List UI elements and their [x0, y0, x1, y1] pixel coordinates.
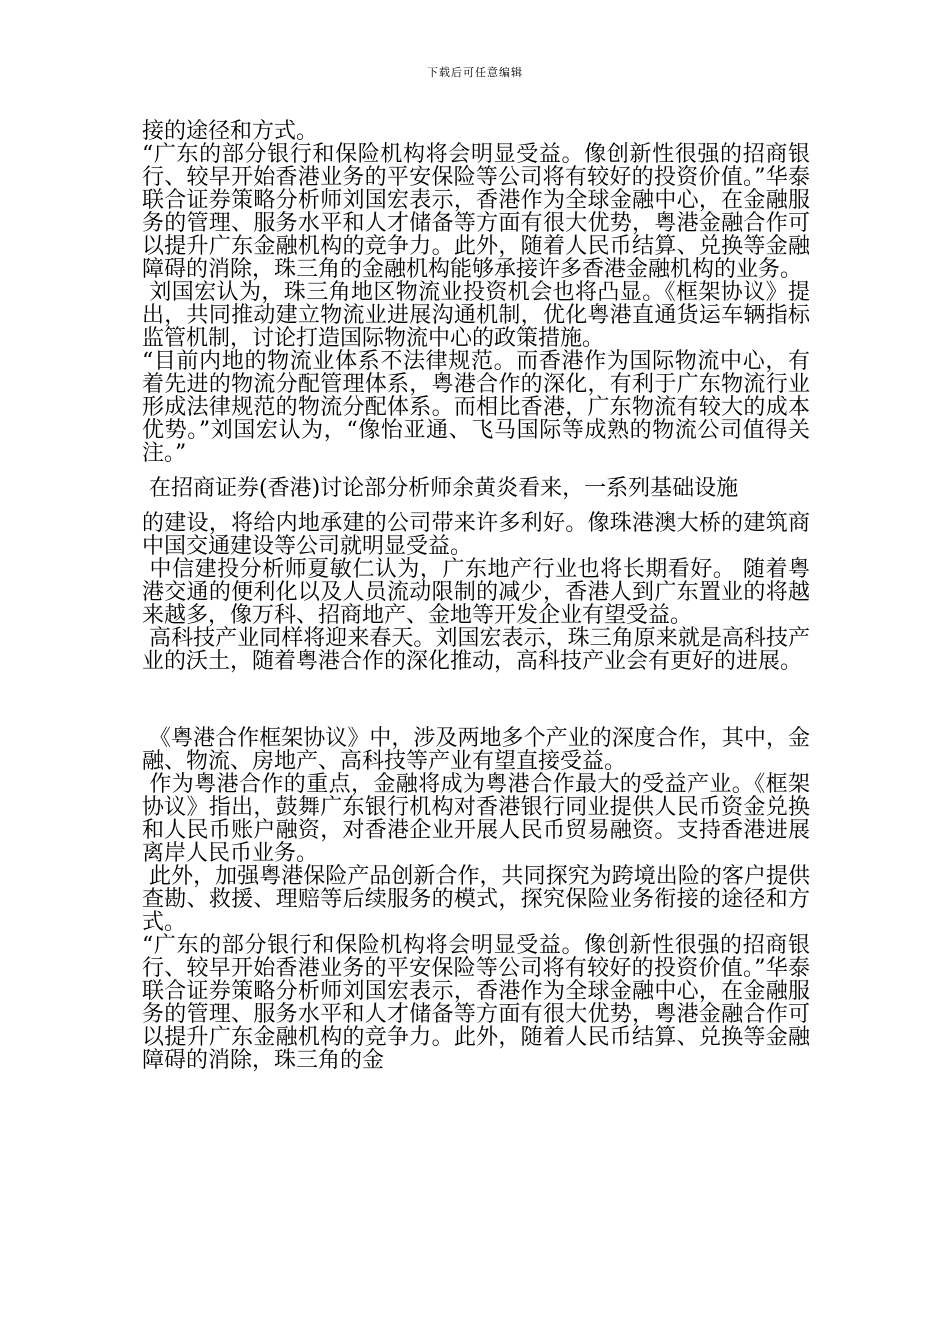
paragraph: “目前内地的物流业体系不法律规范。而香港作为国际物流中心，有着先进的物流分配管理体系，粤港合作的深化，有利于广东物流行业形成法律规范的物流分配体系。而相比香港，广东物流有较大的成本优势。”刘国宏认为，“像怡亚通、飞马国际等成熟的物流公司值得关注。” — [142, 349, 810, 466]
paragraph: 《粤港合作框架协议》中，涉及两地多个产业的深度合作，其中，金融、物流、房地产、高科技等产业有望直接受益。 — [142, 726, 810, 774]
document-body — [142, 120, 810, 1072]
paragraph: 此外，加强粤港保险产品创新合作，共同探究为跨境出险的客户提供查勘、救援、理赔等后续服务的模式，探究保险业务衔接的途径和方式。 — [142, 864, 810, 935]
paragraph: 作为粤港合作的重点，金融将成为粤港合作最大的受益产业。《框架协议》指出，鼓舞广东银行机构对香港银行同业提供人民币资金兑换和人民币账户融资，对香港企业开展人民币贸易融资。支持香港进展离岸人民币业务。 — [142, 772, 810, 866]
paragraph: 中信建投分析师夏敏仁认为，广东地产行业也将长期看好。 随着粤港交通的便利化以及人员流动限制的减少，香港人到广东置业的将越来越多，像万科、招商地产、金地等开发企业有望受益。 — [142, 557, 810, 628]
paragraph: “广东的部分银行和保险机构将会明显受益。像创新性很强的招商银行、较早开始香港业务的平安保险等公司将有较好的投资价值。”华泰联合证券策略分析师刘国宏表示，香港作为全球金融中心，在金融服务的管理、服务水平和人才储备等方面有很大优势，粤港金融合作可以提升广东金融机构的竞争力。此外，随着人民币结算、兑换等金融障碍的消除，珠三角的金 — [142, 933, 810, 1073]
paragraph: 刘国宏认为，珠三角地区物流业投资机会也将凸显。《框架协议》提出，共同推动建立物流业进展沟通机制，优化粤港直通货运车辆指标监管机制，讨论打造国际物流中心的政策措施。 — [142, 280, 810, 351]
page-header: 下载后可任意编辑 — [427, 66, 523, 79]
paragraph: “广东的部分银行和保险机构将会明显受益。像创新性很强的招商银行、较早开始香港业务的平安保险等公司将有较好的投资价值。”华泰联合证券策略分析师刘国宏表示，香港作为全球金融中心，在金融服务的管理、服务水平和人才储备等方面有很大优势，粤港金融合作可以提升广东金融机构的竞争力。此外，随着人民币结算、兑换等金融障碍的消除，珠三角的金融机构能够承接许多香港金融机构的业务。 — [142, 142, 810, 282]
paragraph: 的建设，将给内地承建的公司带来许多利好。像珠港澳大桥的建筑商中国交通建设等公司就明显受益。 — [142, 511, 810, 559]
paragraph: 接的途径和方式。 — [142, 119, 319, 144]
paragraph: 高科技产业同样将迎来春天。刘国宏表示，珠三角原来就是高科技产业的沃土，随着粤港合作的深化推动，高科技产业会有更好的进展。 — [142, 626, 810, 674]
paragraph: 在招商证券(香港)讨论部分析师余黄炎看来，一系列基础设施 — [142, 476, 739, 501]
